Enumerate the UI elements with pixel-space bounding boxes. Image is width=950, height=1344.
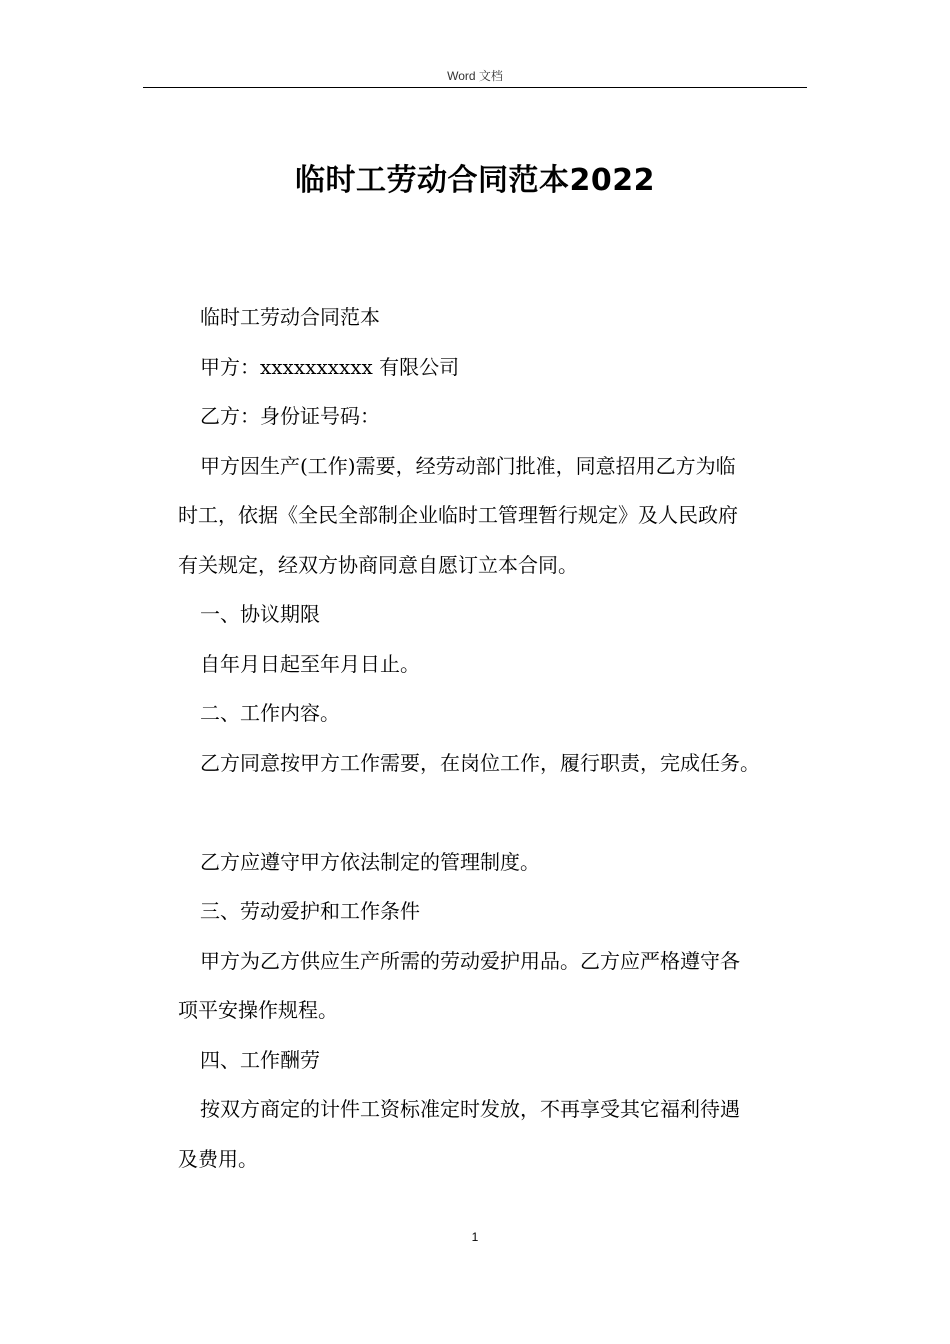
document-body: [178, 293, 818, 1184]
pay-text-1: 按双方商定的计件工资标准定时发放，不再享受其它福利待遇: [200, 1097, 740, 1121]
preamble-line-3: 有关规定，经双方协商同意自愿订立本合同。: [178, 552, 578, 577]
work-text-2: 乙方应遵守甲方依法制定的管理制度。: [200, 849, 540, 874]
term-text: 自年月日起至年月日止。: [200, 651, 420, 676]
work-text-1: 乙方同意按甲方工作需要，在岗位工作，履行职责，完成任务。: [200, 750, 760, 775]
header-divider: [143, 87, 807, 88]
protection-text-2: 项平安操作规程。: [178, 998, 338, 1022]
page-number: 1: [471, 1230, 479, 1244]
section-heading-pay: 四、工作酬劳: [200, 1047, 320, 1072]
header-label: Word 文档: [447, 69, 503, 83]
preamble-line-1: 甲方因生产(工作)需要，经劳动部门批准，同意招用乙方为临: [200, 453, 736, 478]
contract-subtitle: 临时工劳动合同范本: [200, 305, 380, 329]
preamble-line-2: 时工，依据《全民全部制企业临时工管理暂行规定》及人民政府: [178, 503, 738, 527]
party-a-line: 甲方：xxxxxxxxxx 有限公司: [200, 354, 460, 379]
document-title: 临时工劳动合同范本2022: [295, 163, 655, 198]
section-heading-work: 二、工作内容。: [200, 701, 340, 725]
section-heading-protection: 三、劳动爱护和工作条件: [200, 899, 420, 923]
blank-line: [178, 788, 818, 838]
protection-text-1: 甲方为乙方供应生产所需的劳动爱护用品。乙方应严格遵守各: [200, 948, 740, 973]
pay-text-2: 及费用。: [178, 1146, 258, 1171]
party-b-line: 乙方：身份证号码：: [200, 404, 380, 428]
section-heading-term: 一、协议期限: [200, 602, 320, 626]
